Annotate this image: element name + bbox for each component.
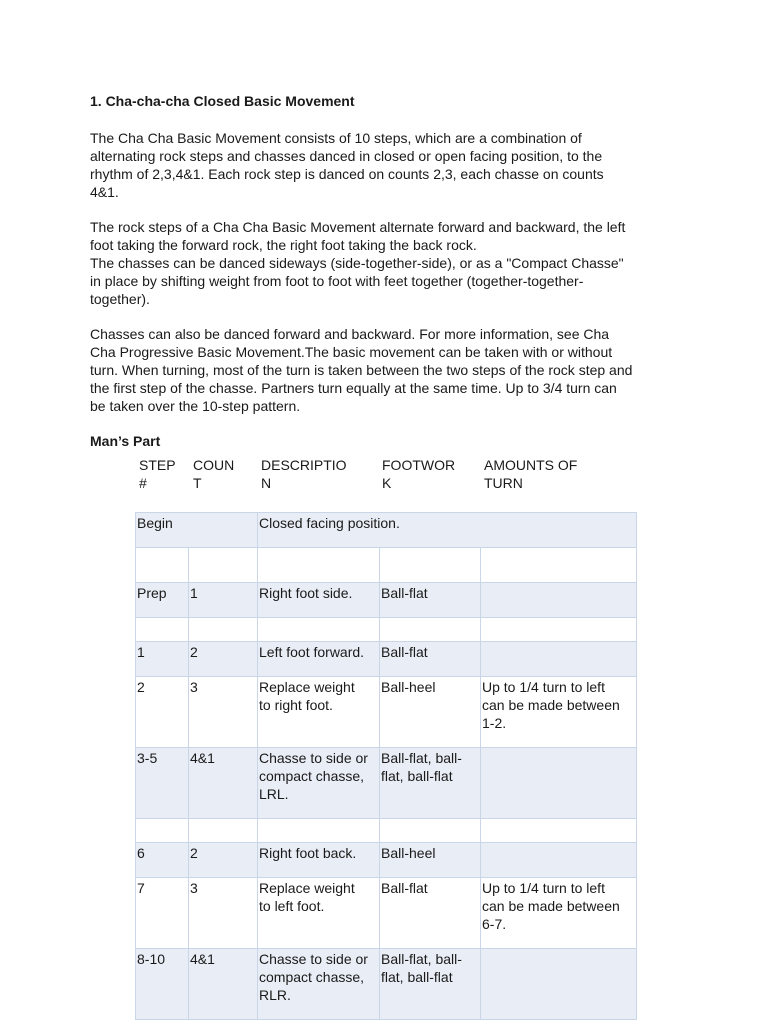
table-cell: 2 bbox=[189, 642, 258, 677]
table-cell: Chasse to side or compact chasse, LRL. bbox=[258, 748, 380, 819]
table-cell: Up to 1/4 turn to left can be made between 6-7. bbox=[481, 878, 637, 949]
table-cell: Up to 1/4 turn to left can be made between 1-2. bbox=[481, 677, 637, 748]
table-cell: Prep bbox=[136, 583, 189, 618]
table-row bbox=[136, 513, 637, 548]
column-header-footwork: FOOTWOR K bbox=[382, 457, 456, 491]
table-cell: Right foot side. bbox=[258, 583, 380, 618]
table-cell bbox=[481, 642, 637, 677]
table-cell: Chasse to side or compact chasse, RLR. bbox=[258, 949, 380, 1020]
table-cell: Ball-flat, ball- flat, ball-flat bbox=[380, 949, 481, 1020]
table-row bbox=[136, 748, 637, 819]
table-cell: 8-10 bbox=[136, 949, 189, 1020]
table-cell: 3-5 bbox=[136, 748, 189, 819]
column-header-step: STEP # bbox=[139, 457, 176, 491]
table-cell: Ball-heel bbox=[380, 677, 481, 748]
paragraph-line: alternating rock steps and chasses danced in closed or open facing position, to the bbox=[90, 148, 603, 164]
paragraph-3 bbox=[90, 325, 680, 415]
table-row bbox=[136, 819, 637, 843]
table-cell bbox=[258, 548, 380, 583]
table-row bbox=[136, 843, 637, 878]
table-cell: Replace weight to left foot. bbox=[258, 878, 380, 949]
paragraph-line: together). bbox=[90, 291, 150, 307]
table-cell bbox=[189, 819, 258, 843]
table-cell bbox=[380, 618, 481, 642]
paragraph-line: The chasses can be danced sideways (side-together-side), or as a "Compact Chasse" bbox=[90, 255, 624, 271]
column-headers bbox=[139, 456, 659, 496]
table-cell bbox=[481, 748, 637, 819]
paragraph-1 bbox=[90, 129, 680, 201]
table-cell: 2 bbox=[189, 843, 258, 878]
table-cell: 6 bbox=[136, 843, 189, 878]
table-cell: Left foot forward. bbox=[258, 642, 380, 677]
table-cell: Replace weight to right foot. bbox=[258, 677, 380, 748]
table-cell: 2 bbox=[136, 677, 189, 748]
table-cell: Begin bbox=[136, 513, 258, 548]
table-row bbox=[136, 677, 637, 748]
table-cell bbox=[481, 843, 637, 878]
table-cell bbox=[380, 548, 481, 583]
table-row bbox=[136, 618, 637, 642]
table-row bbox=[136, 949, 637, 1020]
column-header-description: DESCRIPTIO N bbox=[261, 457, 347, 491]
table-row bbox=[136, 583, 637, 618]
table-cell: Ball-heel bbox=[380, 843, 481, 878]
table-row bbox=[136, 548, 637, 583]
table-cell bbox=[189, 548, 258, 583]
paragraph-line: The rock steps of a Cha Cha Basic Movement alternate forward and backward, the left bbox=[90, 219, 626, 235]
paragraph-line: be taken over the 10-step pattern. bbox=[90, 398, 301, 414]
table-cell bbox=[189, 618, 258, 642]
table-cell bbox=[481, 618, 637, 642]
table-cell bbox=[258, 618, 380, 642]
table-cell bbox=[481, 819, 637, 843]
table-cell bbox=[481, 548, 637, 583]
table-cell: 4&1 bbox=[189, 748, 258, 819]
table-cell: Right foot back. bbox=[258, 843, 380, 878]
table-cell: 3 bbox=[189, 878, 258, 949]
table-cell: Closed facing position. bbox=[258, 513, 637, 548]
table-cell bbox=[481, 949, 637, 1020]
table-cell bbox=[481, 583, 637, 618]
document-heading: 1. Cha-cha-cha Closed Basic Movement bbox=[90, 93, 355, 109]
paragraph-line: Cha Progressive Basic Movement.The basic movement can be taken with or without bbox=[90, 344, 613, 360]
table-cell: Ball-flat, ball- flat, ball-flat bbox=[380, 748, 481, 819]
table-cell: Ball-flat bbox=[380, 583, 481, 618]
paragraph-line: Chasses can also be danced forward and backward. For more information, see Cha bbox=[90, 326, 610, 342]
paragraph-line: turn. When turning, most of the turn is taken between the two steps of the rock step and bbox=[90, 362, 633, 378]
table-cell bbox=[136, 819, 189, 843]
table-cell: 1 bbox=[136, 642, 189, 677]
table-cell: 7 bbox=[136, 878, 189, 949]
paragraph-line: The Cha Cha Basic Movement consists of 10 steps, which are a combination of bbox=[90, 130, 582, 146]
paragraph-2 bbox=[90, 218, 680, 308]
steps-table bbox=[135, 512, 637, 1020]
table-cell: 1 bbox=[189, 583, 258, 618]
column-header-count: COUN T bbox=[193, 457, 235, 491]
section-title: Man’s Part bbox=[90, 433, 161, 449]
paragraph-line: foot taking the forward rock, the right foot taking the back rock. bbox=[90, 237, 477, 253]
table-cell bbox=[258, 819, 380, 843]
table-cell: 3 bbox=[189, 677, 258, 748]
document-page bbox=[90, 92, 680, 450]
table-cell: Ball-flat bbox=[380, 878, 481, 949]
table-cell bbox=[380, 819, 481, 843]
paragraph-line: the first step of the chasse. Partners turn equally at the same time. Up to 3/4 turn can bbox=[90, 380, 617, 396]
table-cell: Ball-flat bbox=[380, 642, 481, 677]
table-row bbox=[136, 878, 637, 949]
paragraph-line: rhythm of 2,3,4&1. Each rock step is danced on counts 2,3, each chasse on counts bbox=[90, 166, 604, 182]
paragraph-line: 4&1. bbox=[90, 184, 119, 200]
table-cell bbox=[136, 548, 189, 583]
table-cell bbox=[136, 618, 189, 642]
column-header-turn: AMOUNTS OF TURN bbox=[484, 457, 578, 491]
table-cell: 4&1 bbox=[189, 949, 258, 1020]
table-row bbox=[136, 642, 637, 677]
paragraph-line: in place by shifting weight from foot to foot with feet together (together-together- bbox=[90, 273, 584, 289]
